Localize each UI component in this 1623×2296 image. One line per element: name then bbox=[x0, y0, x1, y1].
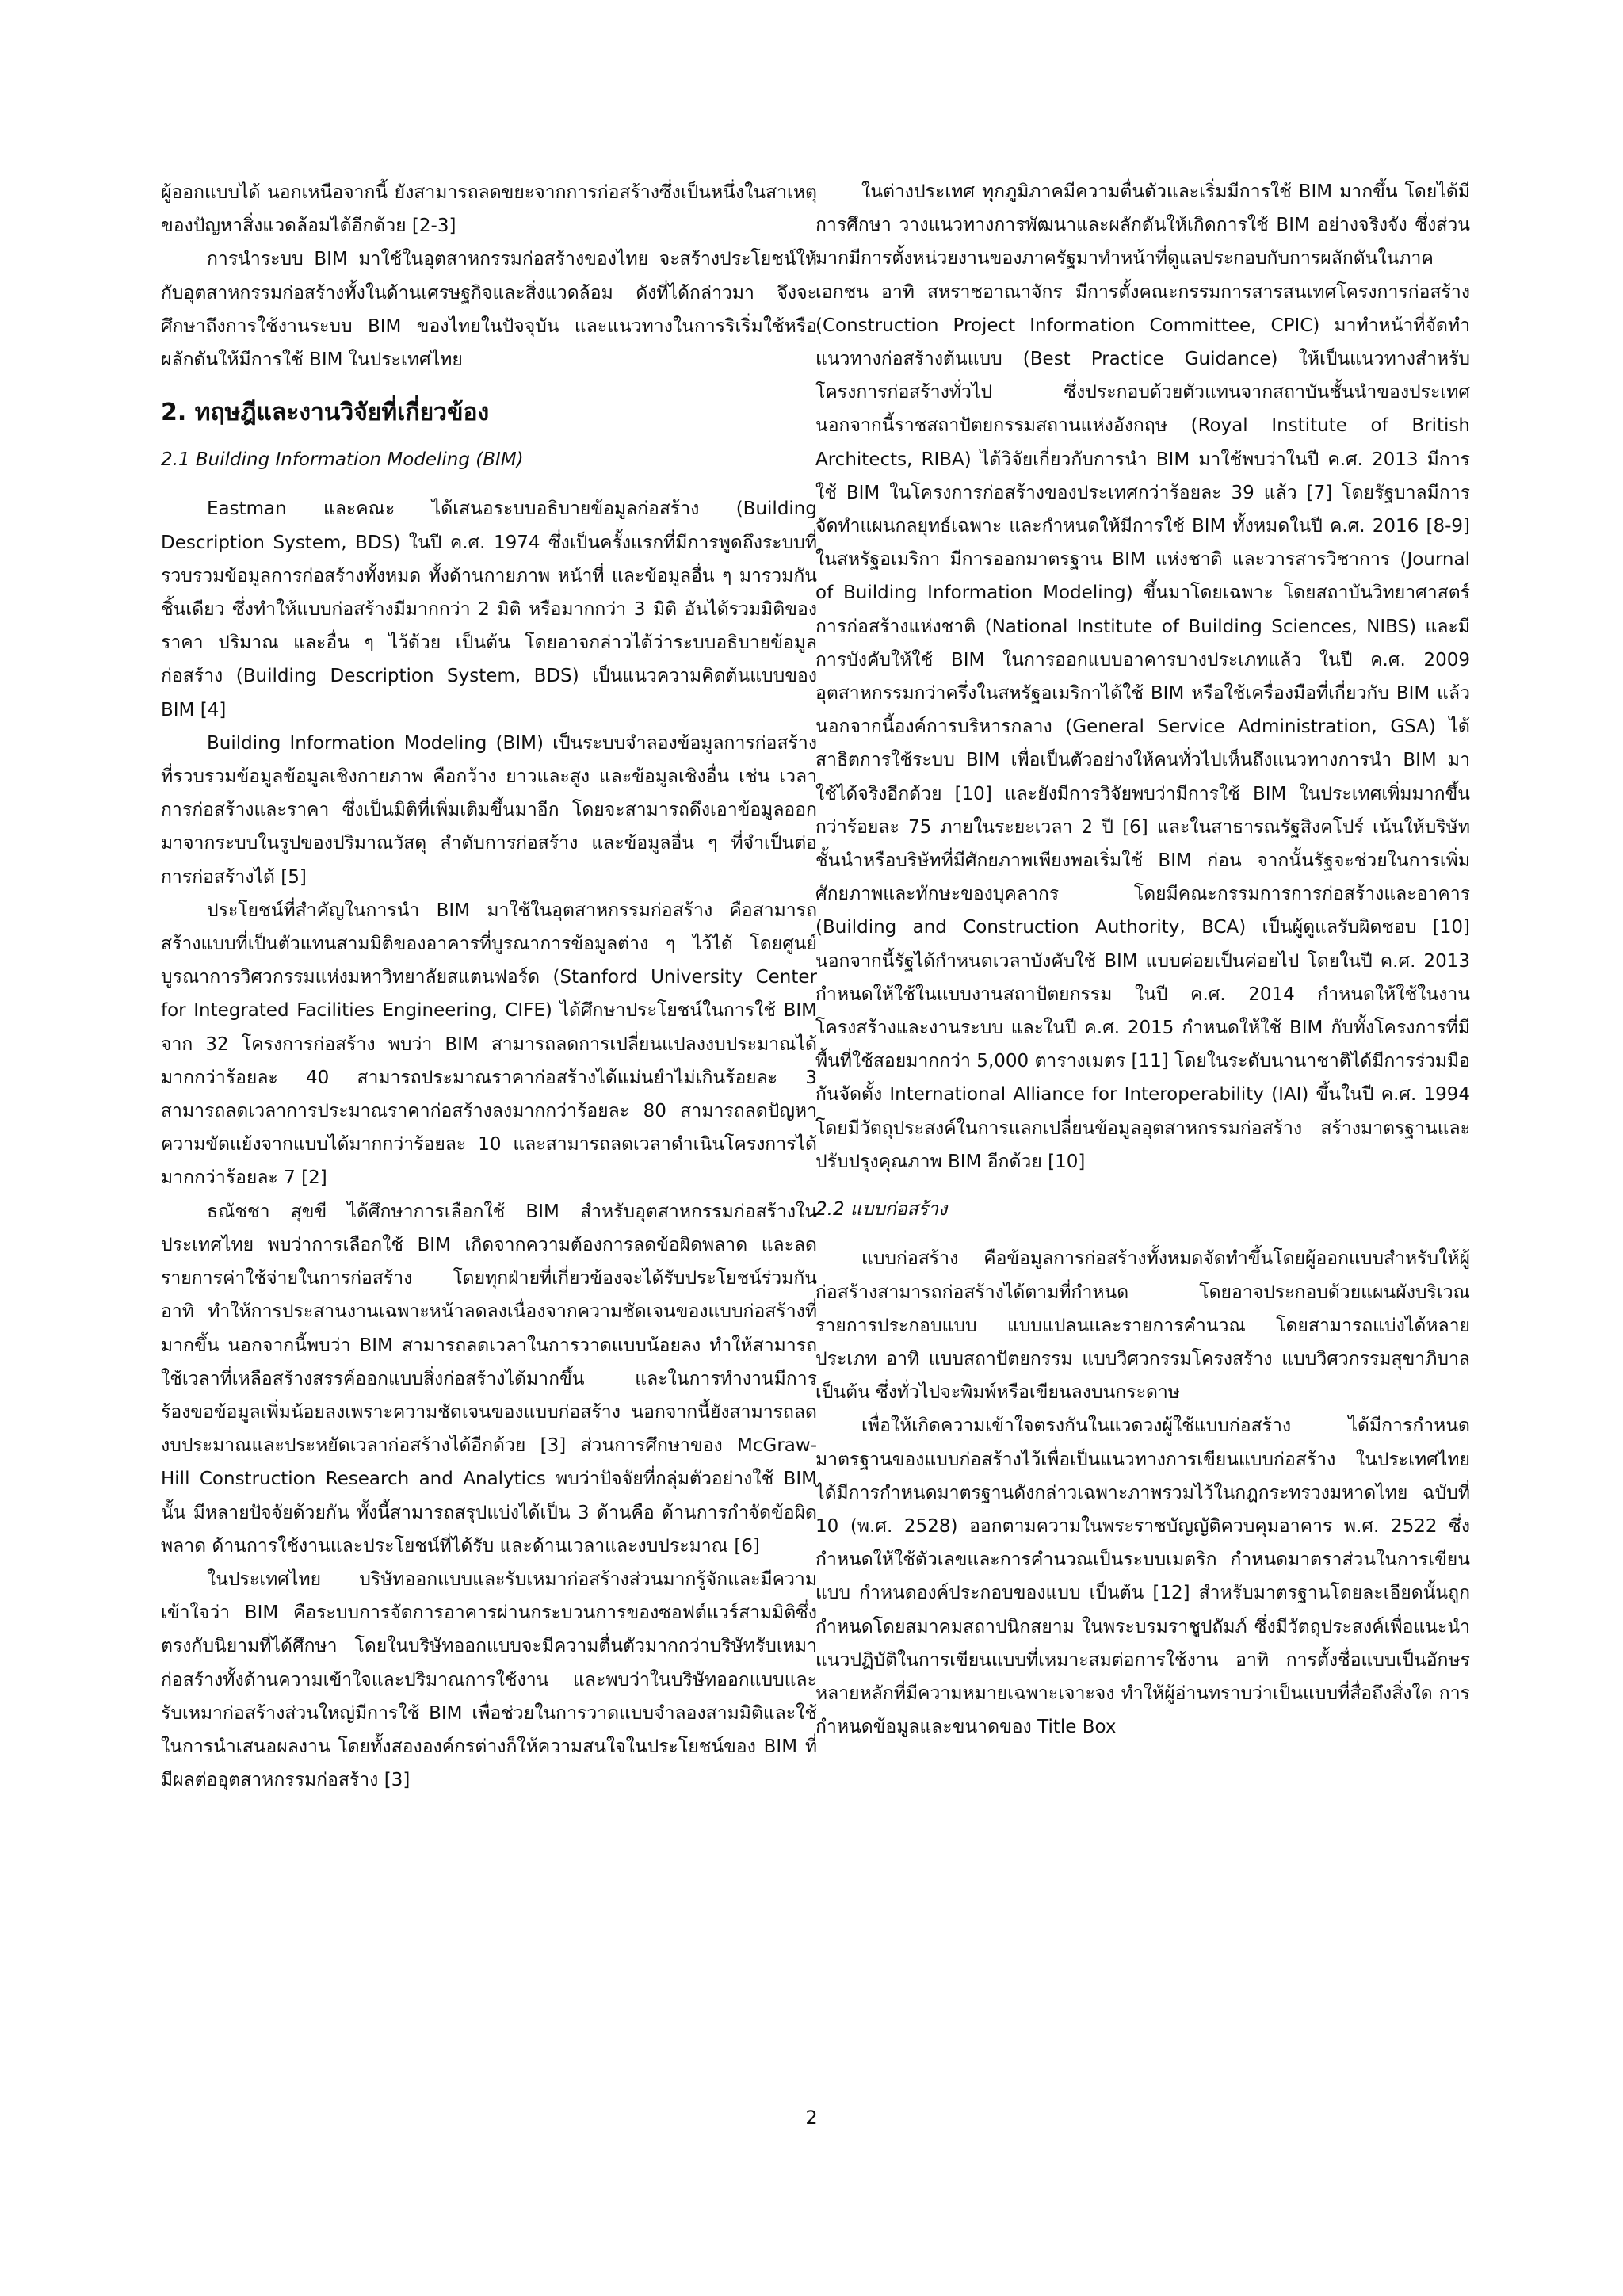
subsection-heading-2-1: 2.1 Building Information Modeling (BIM) bbox=[161, 449, 524, 471]
paragraph-construction-drawing-definition: แบบก่อสร้าง คือข้อมูลการก่อสร้างทั้งหมดจัดทำขึ้นโดยผู้ออกแบบสำหรับให้ผู้ก่อสร้างสามารถก่อสร้างได้ตามที่กำหนด โดยอาจประกอบด้วยแผนผังบริเวณ รายการประกอบแบบ แบบแปลนและรายการคำนวณ โดยสามารถแบ่งได้หลายประเภท อาทิ แบบสถาปัตยกรรม แบบวิศวกรรมโครงสร้าง แบบวิศวกรรมสุขาภิบาล เป็นต้น ซึ่งทั่วไปจะพิมพ์หรือเขียนลงบนกระดาษ bbox=[815, 1248, 1470, 1404]
paragraph-bim-benefits-cife: ประโยชน์ที่สำคัญในการนำ BIM มาใช้ในอุตสาหกรรมก่อสร้าง คือสามารถสร้างแบบที่เป็นตัวแทนสามมิติของอาคารที่บูรณาการข้อมูลต่าง ๆ ไว้ได้ โดยศูนย์บูรณาการวิศวกรรมแห่งมหาวิทยาลัยสแตนฟอร์ด (Stanford University Center for Integrated Facilities Engineering, CIFE) ได้ศึกษาประโยชน์ในการใช้ BIM จาก 32 โครงการก่อสร้าง พบว่า BIM สามารถลดการเปลี่ยนแปลงงบประมาณได้มากกว่าร้อยละ 40 สามารถประมาณราคาก่อสร้างได้แม่นยำไม่เกินร้อยละ 3 สามารถลดเวลาการประมาณราคาก่อสร้างลงมากกว่าร้อยละ 80 สามารถลดปัญหาความขัดแย้งจากแบบได้มากกว่าร้อยละ 10 และสามารถลดเวลาดำเนินโครงการได้มากกว่าร้อยละ 7 [2] bbox=[161, 900, 817, 1189]
paragraph-bim-thai-companies: ในประเทศไทย บริษัทออกแบบและรับเหมาก่อสร้างส่วนมากรู้จักและมีความเข้าใจว่า BIM คือระบบการจัดการอาคารผ่านกระบวนการของซอฟต์แวร์สามมิติซึ่งตรงกับนิยามที่ได้ศึกษา โดยในบริษัทออกแบบจะมีความตื่นตัวมากกว่าบริษัทรับเหมาก่อสร้างทั้งด้านความเข้าใจและปริมาณการใช้งาน และพบว่าในบริษัทออกแบบและรับเหมาก่อสร้างส่วนใหญ่มีการใช้ BIM เพื่อช่วยในการวาดแบบจำลองสามมิติและใช้ในการนำเสนอผลงาน โดยทั้งสององค์กรต่างก็ให้ความสนใจในประโยชน์ของ BIM ที่มีผลต่ออุตสาหกรรมก่อสร้าง [3] bbox=[161, 1568, 817, 1791]
paragraph-intro-end: ผู้ออกแบบได้ นอกเหนือจากนี้ ยังสามารถลดขยะจากการก่อสร้างซึ่งเป็นหนึ่งในสาเหตุของปัญหาสิ่งแวดล้อมได้อีกด้วย [2-3] bbox=[161, 182, 817, 237]
section-heading-2: 2. ทฤษฎีและงานวิจัยที่เกี่ยวข้อง bbox=[161, 399, 490, 427]
page-number: 2 bbox=[805, 2107, 818, 2129]
paragraph-bim-international: ในต่างประเทศ ทุกภูมิภาคมีความตื่นตัวและเริ่มมีการใช้ BIM มากขึ้น โดยได้มีการศึกษา วางแนวทางการพัฒนาและผลักดันให้เกิดการใช้ BIM อย่างจริงจัง ซึ่งส่วนมากมีการตั้งหน่วยงานของภาครัฐมาทำหน้าที่ดูแลประกอบกับการผลักดันในภาคเอกชน อาทิ สหราชอาณาจักร มีการตั้งคณะกรรมการสารสนเทศโครงการก่อสร้าง (Construction Project Information Committee, CPIC) มาทำหน้าที่จัดทำแนวทางก่อสร้างต้นแบบ (Best Practice Guidance) ให้เป็นแนวทางสำหรับโครงการก่อสร้างทั่วไป ซึ่งประกอบด้วยตัวแทนจากสถาบันชั้นนำของประเทศ นอกจากนี้ราชสถาปัตยกรรมสถานแห่งอังกฤษ (Royal Institute of British Architects, RIBA) ได้วิจัยเกี่ยวกับการนำ BIM มาใช้พบว่าในปี ค.ศ. 2013 มีการใช้ BIM ในโครงการก่อสร้างของประเทศกว่าร้อยละ 39 แล้ว [7] โดยรัฐบาลมีการจัดทำแผนกลยุทธ์เฉพาะ และกำหนดให้มีการใช้ BIM ทั้งหมดในปี ค.ศ. 2016 [8-9] ในสหรัฐอเมริกา มีการออกมาตรฐาน BIM แห่งชาติ และวารสารวิชาการ (Journal of Building Information Modeling) ขึ้นมาโดยเฉพาะ โดยสถาบันวิทยาศาสตร์การก่อสร้างแห่งชาติ (National Institute of Building Sciences, NIBS) และมีการบังคับให้ใช้ BIM ในการออกแบบอาคารบางประเภทแล้ว ในปี ค.ศ. 2009 อุตสาหกรรมกว่าครึ่งในสหรัฐอเมริกาได้ใช้ BIM หรือใช้เครื่องมือที่เกี่ยวกับ BIM แล้ว นอกจากนี้องค์การบริหารกลาง (General Service Administration, GSA) ได้สาธิตการใช้ระบบ BIM เพื่อเป็นตัวอย่างให้คนทั่วไปเห็นถึงแนวทางการนำ BIM มาใช้ได้จริงอีกด้วย [10] และยังมีการวิจัยพบว่ามีการใช้ BIM ในประเทศเพิ่มมากขึ้นกว่าร้อยละ 75 ภายในระยะเวลา 2 ปี [6] และในสาธารณรัฐสิงคโปร์ เน้นให้บริษัทชั้นนำหรือบริษัทที่มีศักยภาพเพียงพอเริ่มใช้ BIM ก่อน จากนั้นรัฐจะช่วยในการเพิ่มศักยภาพและทักษะของบุคลากร โดยมีคณะกรรมการการก่อสร้างและอาคาร (Building and Construction Authority, BCA) เป็นผู้ดูแลรับผิดชอบ [10] นอกจากนี้รัฐได้กำหนดเวลาบังคับใช้ BIM แบบค่อยเป็นค่อยไป โดยในปี ค.ศ. 2013 กำหนดให้ใช้ในแบบงานสถาปัตยกรรม ในปี ค.ศ. 2014 กำหนดให้ใช้ในงานโครงสร้างและงานระบบ และในปี ค.ศ. 2015 กำหนดให้ใช้ BIM กับทั้งโครงการที่มีพื้นที่ใช้สอยมากกว่า 5,000 ตารางเมตร [11] โดยในระดับนานาชาติได้มีการร่วมมือกันจัดตั้ง International Alliance for Interoperability (IAI) ขึ้นในปี ค.ศ. 1994 โดยมีวัตถุประสงค์ในการแลกเปลี่ยนข้อมูลอุตสาหกรรมก่อสร้าง สร้างมาตรฐานและปรับปรุงคุณภาพ BIM อีกด้วย [10] bbox=[815, 181, 1470, 1172]
paragraph-bim-thailand-intro: การนำระบบ BIM มาใช้ในอุตสาหกรรมก่อสร้างของไทย จะสร้างประโยชน์ให้กับอุตสาหกรรมก่อสร้างทั้งในด้านเศรษฐกิจและสิ่งแวดล้อม ดังที่ได้กล่าวมา จึงจะศึกษาถึงการใช้งานระบบ BIM ของไทยในปัจจุบัน และแนวทางในการริเริ่มใช้หรือผลักดันให้มีการใช้ BIM ในประเทศไทย bbox=[161, 249, 817, 371]
right-column bbox=[815, 175, 1470, 1744]
paragraph-bim-definition: Building Information Modeling (BIM) เป็นระบบจำลองข้อมูลการก่อสร้าง ที่รวบรวมข้อมูลข้อมูลเชิงกายภาพ คือกว้าง ยาวและสูง และข้อมูลเชิงอื่น เช่น เวลาการก่อสร้างและราคา ซึ่งเป็นมิติที่เพิ่มเติมขึ้นมาอีก โดยจะสามารถดึงเอาข้อมูลออกมาจากระบบในรูปของปริมาณวัสดุ ลำดับการก่อสร้าง และข้อมูลอื่น ๆ ที่จำเป็นต่อการก่อสร้างได้ [5] bbox=[161, 732, 817, 888]
paragraph-eastman-bds: Eastman และคณะ ได้เสนอระบบอธิบายข้อมูลก่อสร้าง (Building Description System, BDS) ในปี ค.ศ. 1974 ซึ่งเป็นครั้งแรกที่มีการพูดถึงระบบที่รวบรวมข้อมูลการก่อสร้างทั้งหมด ทั้งด้านกายภาพ หน้าที่ และข้อมูลอื่น ๆ มารวมกันชิ้นเดียว ซึ่งทำให้แบบก่อสร้างมีมากกว่า 2 มิติ หรือมากกว่า 3 มิติ อันได้รวมมิติของราคา ปริมาณ และอื่น ๆ ไว้ด้วย เป็นต้น โดยอาจกล่าวได้ว่าระบบอธิบายข้อมูลก่อสร้าง (Building Description System, BDS) เป็นแนวความคิดต้นแบบของ BIM [4] bbox=[161, 499, 817, 720]
paragraph-drawing-standards: เพื่อให้เกิดความเข้าใจตรงกันในแวดวงผู้ใช้แบบก่อสร้าง ได้มีการกำหนดมาตรฐานของแบบก่อสร้างไว้เพื่อเป็นแนวทางการเขียนแบบก่อสร้าง ในประเทศไทยได้มีการกำหนดมาตรฐานดังกล่าวเฉพาะภาพรวมไว้ในกฎกระทรวงมหาดไทย ฉบับที่ 10 (พ.ศ. 2528) ออกตามความในพระราชบัญญัติควบคุมอาคาร พ.ศ. 2522 ซึ่งกำหนดให้ใช้ตัวเลขและการคำนวณเป็นระบบเมตริก กำหนดมาตราส่วนในการเขียนแบบ กำหนดองค์ประกอบของแบบ เป็นต้น [12] สำหรับมาตรฐานโดยละเอียดนั้นถูกกำหนดโดยสมาคมสถาปนิกสยาม ในพระบรมราชูปถัมภ์ ซึ่งมีวัตถุประสงค์เพื่อแนะนำแนวปฏิบัติในการเขียนแบบที่เหมาะสมต่อการใช้งาน อาทิ การตั้งชื่อแบบเป็นอักษรหลายหลักที่มีความหมายเฉพาะเจาะจง ทำให้ผู้อ่านทราบว่าเป็นแบบที่สื่อถึงสิ่งใด การกำหนดข้อมูลและขนาดของ Title Box bbox=[815, 1415, 1470, 1738]
left-column bbox=[161, 176, 817, 1797]
paragraph-bim-selection-study: ธณัชชา สุขขี ได้ศึกษาการเลือกใช้ BIM สำหรับอุตสาหกรรมก่อสร้างในประเทศไทย พบว่าการเลือกใช้ BIM เกิดจากความต้องการลดข้อผิดพลาด และลดรายการค่าใช้จ่ายในการก่อสร้าง โดยทุกฝ่ายที่เกี่ยวข้องจะได้รับประโยชน์ร่วมกัน อาทิ ทำให้การประสานงานเฉพาะหน้าลดลงเนื่องจากความชัดเจนของแบบก่อสร้างที่มากขึ้น นอกจากนี้พบว่า BIM สามารถลดเวลาในการวาดแบบน้อยลง ทำให้สามารถใช้เวลาที่เหลือสร้างสรรค์ออกแบบสิ่งก่อสร้างได้มากขึ้น และในการทำงานมีการร้องขอข้อมูลเพิ่มน้อยลงเพราะความชัดเจนของแบบก่อสร้าง นอกจากนี้ยังสามารถลดงบประมาณและประหยัดเวลาก่อสร้างได้อีกด้วย [3] ส่วนการศึกษาของ McGraw-Hill Construction Research and Analytics พบว่าปัจจัยที่กลุ่มตัวอย่างใช้ BIM นั้น มีหลายปัจจัยด้วยกัน ทั้งนี้สามารถสรุปแบ่งได้เป็น 3 ด้านคือ ด้านการกำจัดข้อผิดพลาด ด้านการใช้งานและประโยชน์ที่ได้รับ และด้านเวลาและงบประมาณ [6] bbox=[161, 1201, 817, 1557]
subsection-heading-2-2: 2.2 แบบก่อสร้าง bbox=[815, 1199, 948, 1221]
